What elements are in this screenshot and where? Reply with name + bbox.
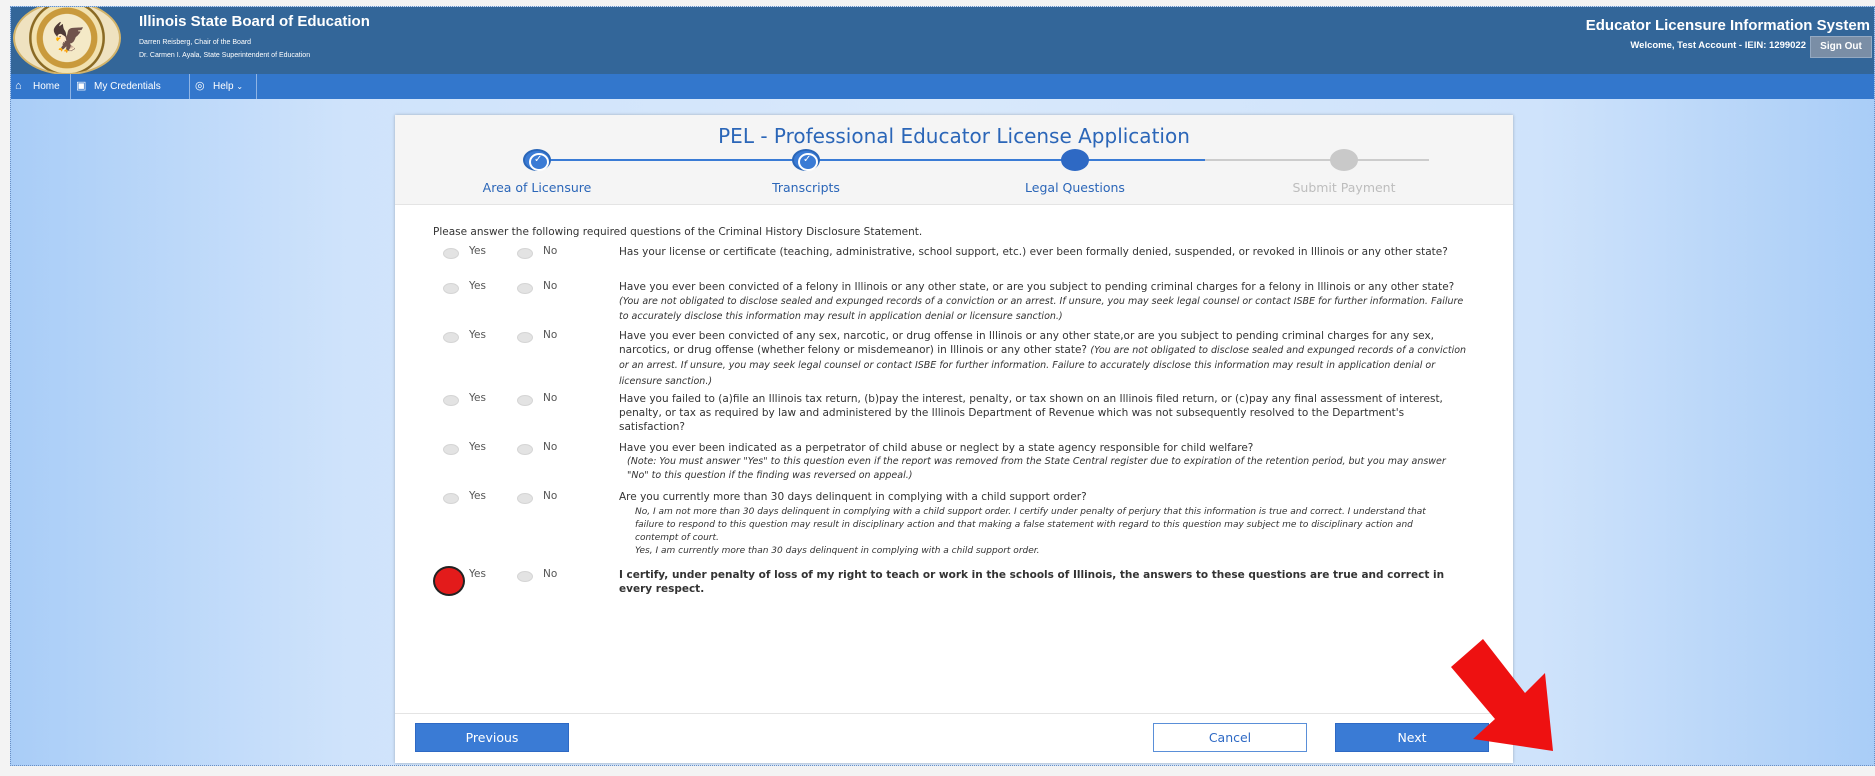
sign-out-button[interactable]: Sign Out (1810, 36, 1872, 58)
question-main: Have you ever been convicted of any sex, narcotic, or drug offense in Illinois or any other state,or are you subject to pending criminal charges for any sex, narcotics, or drug offense (whether felony or misdemeanor) in Illinois or any other state? (619, 330, 1435, 357)
question-sub-yes: Yes, I am currently more than 30 days delinquent in complying with a child support order. (635, 546, 1040, 556)
step-label-legal-questions: Legal Questions (1025, 180, 1125, 195)
yes-radio[interactable] (443, 395, 459, 406)
no-label: No (543, 392, 558, 404)
home-icon: ⌂ (15, 80, 22, 92)
superintendent-line: Dr. Carmen I. Ayala, State Superintendent of Education (139, 52, 311, 59)
check-icon: ✓ (534, 154, 543, 165)
nav-help[interactable] (191, 74, 257, 99)
question-text (619, 280, 1469, 325)
yes-radio[interactable] (443, 444, 459, 455)
yes-label: Yes (469, 329, 486, 341)
main-nav (11, 74, 1874, 99)
question-note: (You are not obligated to disclose sealed and expunged records of a conviction or an arrest. If unsure, you may seek legal counsel or contact ISBE for further information. Failure to accurately disclose this information may result in application denial or licensure sanction.) (619, 296, 1464, 323)
question-main: Have you ever been convicted of a felony in Illinois or any other state, or are you subject to pending criminal charges for a felony in Illinois or any other state? (619, 281, 1455, 293)
help-icon: ◎ (195, 80, 205, 92)
progress-line-todo (1205, 159, 1429, 161)
yes-radio[interactable] (443, 332, 459, 343)
no-radio[interactable] (517, 332, 533, 343)
question-text (619, 329, 1469, 389)
question-sub-no: No, I am not more than 30 days delinquent in complying with a child support order. I certify under penalty of perjury that this information is true and correct. I understand that failure to respond to this question may result in disciplinary action and that making a false statement with regard to this question may subject me to disciplinary action and contempt of court. (635, 507, 1426, 543)
no-radio[interactable] (517, 444, 533, 455)
credentials-icon: ▣ (76, 80, 87, 92)
yes-label: Yes (469, 245, 486, 257)
progress-line-complete (537, 159, 987, 161)
step-submit-payment (1330, 149, 1358, 171)
yes-label: Yes (469, 568, 486, 580)
yes-radio[interactable] (443, 283, 459, 294)
wizard-footer (395, 713, 1513, 763)
progress-line-current (987, 159, 1205, 161)
step-area-of-licensure[interactable] (523, 149, 551, 171)
isbe-seal-logo: 🦅 (13, 6, 121, 75)
question-text: Has your license or certificate (teaching, administrative, school support, etc.) ever been formally denied, suspended, or revoked in Illinois or any other state? (619, 246, 1448, 258)
no-label: No (543, 329, 558, 341)
no-label: No (543, 245, 558, 257)
check-icon: ✓ (803, 154, 812, 165)
yes-label: Yes (469, 441, 486, 453)
nav-credentials-label: My Credentials (94, 81, 161, 92)
no-radio[interactable] (517, 493, 533, 504)
question-text: Have you failed to (a)file an Illinois tax return, (b)pay the interest, penalty, or tax shown on an Illinois filed return, or (c)pay any final assessment of interest, penalty, or tax as required by law and administered by the Illinois Department of Revenue which was not subsequently resolved to the Department's satisfaction? (619, 393, 1443, 434)
no-radio[interactable] (517, 248, 533, 259)
step-label-submit-payment: Submit Payment (1292, 180, 1396, 195)
no-label: No (543, 441, 558, 453)
welcome-text: Welcome, Test Account - IEIN: 1299022 (1630, 40, 1806, 51)
no-radio[interactable] (517, 571, 533, 582)
question-text: Are you currently more than 30 days delinquent in complying with a child support order? (619, 491, 1087, 503)
nav-home[interactable] (11, 74, 71, 99)
yes-label: Yes (469, 392, 486, 404)
question-text (619, 441, 1469, 484)
intro-text: Please answer the following required questions of the Criminal History Disclosure Statement. (433, 226, 923, 238)
no-radio[interactable] (517, 395, 533, 406)
nav-help-label: Help (213, 81, 234, 92)
step-label-area-of-licensure: Area of Licensure (482, 180, 592, 195)
next-button[interactable]: Next (1335, 723, 1489, 752)
no-label: No (543, 280, 558, 292)
cancel-button[interactable]: Cancel (1153, 723, 1307, 752)
step-label-transcripts: Transcripts (772, 180, 840, 195)
application-card (395, 115, 1513, 763)
yes-radio[interactable] (443, 248, 459, 259)
chair-line: Darren Reisberg, Chair of the Board (139, 39, 252, 46)
annotation-arrow-icon (1451, 639, 1555, 755)
system-name: Educator Licensure Information System (1585, 17, 1870, 34)
nav-my-credentials[interactable] (72, 74, 190, 99)
site-header (11, 7, 1874, 75)
yes-radio-selected[interactable] (433, 566, 465, 596)
certification-text: I certify, under penalty of loss of my right to teach or work in the schools of Illinois, the answers to these questions are true and correct in every respect. (619, 569, 1445, 596)
previous-button[interactable]: Previous (415, 723, 569, 752)
step-transcripts[interactable] (792, 149, 820, 171)
yes-label: Yes (469, 490, 486, 502)
question-note: (Note: You must answer "Yes" to this question even if the report was removed from the State Central register due to expiration of the retention period, but you may answer "No" to this question if the finding was reversed on appeal.) (627, 456, 1446, 482)
question-main: Have you ever been indicated as a perpetrator of child abuse or neglect by a state agency responsible for child welfare? (619, 442, 1254, 454)
board-name: Illinois State Board of Education (139, 13, 370, 30)
chevron-down-icon: ⌄ (236, 82, 244, 91)
yes-radio[interactable] (443, 493, 459, 504)
page-title: PEL - Professional Educator License Application (718, 124, 1190, 148)
wizard-header (395, 115, 1513, 205)
browser-viewport (10, 6, 1875, 766)
no-label: No (543, 568, 558, 580)
question-note: (You are not obligated to disclose sealed and expunged records of a conviction or an arrest. If unsure, you may seek legal counsel or contact ISBE for further information. Failure to accurately disclose this information may result in application denial or licensure sanction.) (619, 345, 1467, 387)
yes-label: Yes (469, 280, 486, 292)
no-radio[interactable] (517, 283, 533, 294)
step-legal-questions (1061, 149, 1089, 171)
no-label: No (543, 490, 558, 502)
nav-home-label: Home (33, 81, 60, 92)
